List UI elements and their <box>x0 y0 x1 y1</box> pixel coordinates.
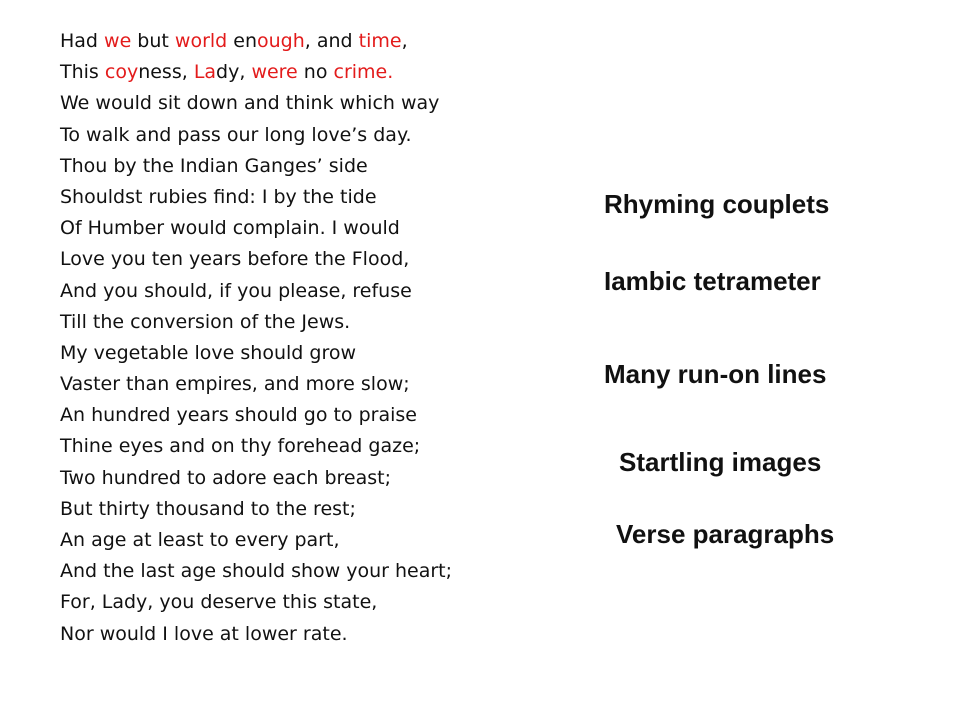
poem-text-segment: Nor would I love at lower rate. <box>60 622 348 645</box>
highlighted-sound: ough <box>257 30 305 52</box>
feature-iambic-tetrameter: Iambic tetrameter <box>604 266 821 296</box>
poem-text-segment: To walk and pass our long love’s day. <box>60 123 412 146</box>
poem-line <box>60 88 452 119</box>
feature-verse-paragraphs: Verse paragraphs <box>616 519 835 549</box>
poem-text-segment: For, Lady, you deserve this state, <box>60 591 378 614</box>
poem-line <box>60 57 452 88</box>
poem-text-segment: Thine eyes and on thy forehead gaze; <box>60 435 421 458</box>
poem-text-segment: Vaster than empires, and more slow; <box>60 373 410 396</box>
poem-line <box>60 431 452 462</box>
poem-text-segment: An hundred years should go to praise <box>60 404 417 427</box>
poem-text-segment: Two hundred to adore each breast; <box>60 466 391 489</box>
poem-line <box>60 400 452 431</box>
poem-line <box>60 120 452 151</box>
poem-text-segment: Had <box>60 30 105 52</box>
poem-text-segment: Thou by the Indian Ganges’ side <box>60 154 368 177</box>
poem-text-segment: , <box>401 30 408 52</box>
poem-line <box>60 213 452 244</box>
poem-line <box>60 587 452 618</box>
poem-text-segment: Shouldst rubies find: I by the tide <box>60 185 377 208</box>
poem-line <box>60 182 452 213</box>
poem-text-segment: And the last age should show your heart; <box>60 560 453 583</box>
poem-text-segment: An age at least to every part, <box>60 529 340 551</box>
poem-line <box>60 494 452 525</box>
poem-line <box>60 26 452 57</box>
poem-line <box>60 276 452 307</box>
poem-line <box>60 369 452 400</box>
feature-startling-images: Startling images <box>619 447 822 477</box>
poem-text-segment: This <box>60 61 105 84</box>
poem-text-segment: Love you ten years before the Flood, <box>60 248 410 271</box>
poem-text-segment: My vegetable love should grow <box>60 341 357 364</box>
poem-line <box>60 463 452 494</box>
highlighted-sound: crime. <box>333 61 394 84</box>
poem-line <box>60 525 452 556</box>
poem-line <box>60 151 452 182</box>
poem-text-segment: en <box>227 30 258 52</box>
highlighted-sound: world <box>174 30 228 52</box>
poem-text-segment: Till the conversion of the Jews. <box>60 310 351 333</box>
highlighted-sound: coy <box>104 61 139 84</box>
poem-line <box>60 307 452 338</box>
poem-line <box>60 556 452 587</box>
poem-line <box>60 244 452 275</box>
feature-rhyming-couplets: Rhyming couplets <box>604 189 830 219</box>
poem-text-segment: ness, <box>138 61 194 84</box>
poem-text-segment: Of Humber would complain. I would <box>60 217 400 240</box>
highlighted-sound: were <box>251 61 298 84</box>
poem-line <box>60 338 452 369</box>
poem-text-segment: And you should, if you please, refuse <box>60 279 412 302</box>
highlighted-sound: we <box>104 30 132 52</box>
highlighted-sound: time <box>358 30 402 52</box>
poem-text-segment: dy, <box>216 61 252 84</box>
poem-line <box>60 619 452 650</box>
highlighted-sound: La <box>193 61 217 84</box>
poem-text-segment: no <box>297 61 334 84</box>
poem-text-segment: But thirty thousand to the rest; <box>60 497 356 520</box>
poem-text <box>60 26 452 650</box>
poem-text-segment: but <box>131 30 175 52</box>
poem-text-segment: We would sit down and think which way <box>60 92 440 115</box>
feature-run-on-lines: Many run-on lines <box>604 359 827 389</box>
poem-text-segment: , and <box>304 30 359 52</box>
